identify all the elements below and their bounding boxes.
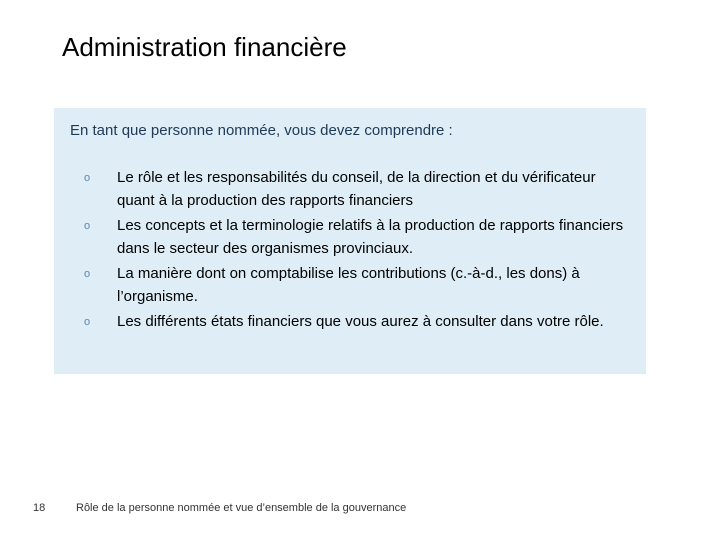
bullet-marker-icon: o: [84, 268, 91, 280]
bullet-marker-icon: o: [84, 316, 91, 328]
list-item: [84, 262, 624, 308]
list-item: [84, 214, 624, 260]
bullet-list: [84, 166, 624, 335]
bullet-marker-icon: o: [84, 172, 91, 184]
footer-text: Rôle de la personne nommée et vue d’ensemble de la gouvernance: [76, 502, 407, 514]
bullet-marker-icon: o: [84, 220, 91, 232]
bullet-text: Les différents états financiers que vous aurez à consulter dans votre rôle.: [117, 313, 604, 330]
intro-text: En tant que personne nommée, vous devez comprendre :: [70, 122, 453, 139]
content-box: [54, 108, 646, 374]
list-item: [84, 166, 624, 212]
list-item: [84, 310, 624, 333]
slide-title: Administration financière: [62, 32, 347, 62]
page-number: 18: [33, 502, 46, 514]
bullet-text: Les concepts et la terminologie relatifs à la production de rapports financiers dans le secteur des organismes provinciaux.: [117, 217, 624, 257]
bullet-text: Le rôle et les responsabilités du conseil, de la direction et du vérificateur quant à la production des rapports financiers: [117, 169, 596, 209]
bullet-text: La manière dont on comptabilise les contributions (c.-à-d., les dons) à l’organisme.: [117, 265, 580, 305]
